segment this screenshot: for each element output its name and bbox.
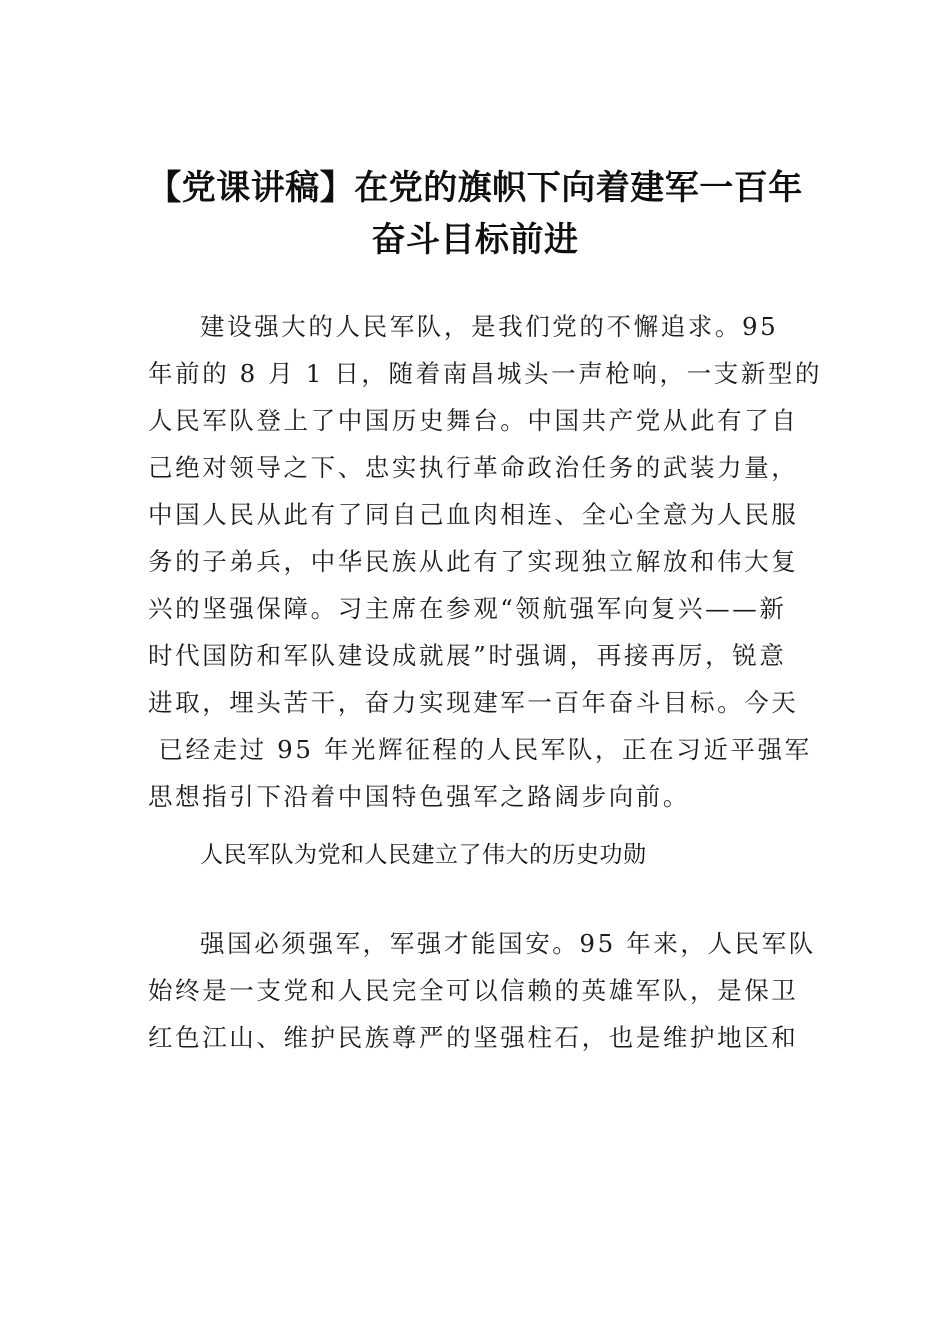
paragraph-line: 红色江山、维护民族尊严的坚强柱石，也是维护地区和 (148, 1023, 799, 1052)
paragraph-line: 兴的坚强保障。习主席在参观“领航强军向复兴——新 (148, 594, 787, 623)
paragraph-line: 强国必须强军，军强才能国安。95 年来，人民军队 (200, 929, 816, 958)
paragraph-line: 已经走过 95 年光辉征程的人民军队，正在习近平强军 (148, 735, 812, 764)
title-line-1: 【党课讲稿】在党的旗帜下向着建军一百年 (147, 168, 803, 208)
paragraph-line: 进取，埋头苦干，奋力实现建军一百年奋斗目标。今天 (148, 688, 799, 717)
paragraph-line: 己绝对领导之下、忠实执行革命政治任务的武装力量， (148, 453, 799, 482)
paragraph-line: 中国人民从此有了同自己血肉相连、全心全意为人民服 (148, 500, 799, 529)
paragraph-section (148, 920, 816, 1061)
paragraph-line: 建设强大的人民军队，是我们党的不懈追求。95 (200, 312, 779, 341)
title-line-2: 奋斗目标前进 (371, 220, 579, 260)
paragraph-intro (148, 303, 823, 820)
paragraph-line: 始终是一支党和人民完全可以信赖的英雄军队，是保卫 (148, 976, 799, 1005)
paragraph-line: 思想指引下沿着中国特色强军之路阔步向前。 (148, 782, 690, 811)
paragraph-line: 人民军队登上了中国历史舞台。中国共产党从此有了自 (148, 406, 799, 435)
section-heading: 人民军队为党和人民建立了伟大的历史功勋 (200, 842, 647, 868)
paragraph-line: 务的子弟兵，中华民族从此有了实现独立解放和伟大复 (148, 547, 799, 576)
document-title (120, 162, 830, 266)
paragraph-line: 时代国防和军队建设成就展”时强调，再接再厉，锐意 (148, 641, 787, 670)
paragraph-line: 年前的 8 月 1 日，随着南昌城头一声枪响，一支新型的 (148, 359, 823, 388)
